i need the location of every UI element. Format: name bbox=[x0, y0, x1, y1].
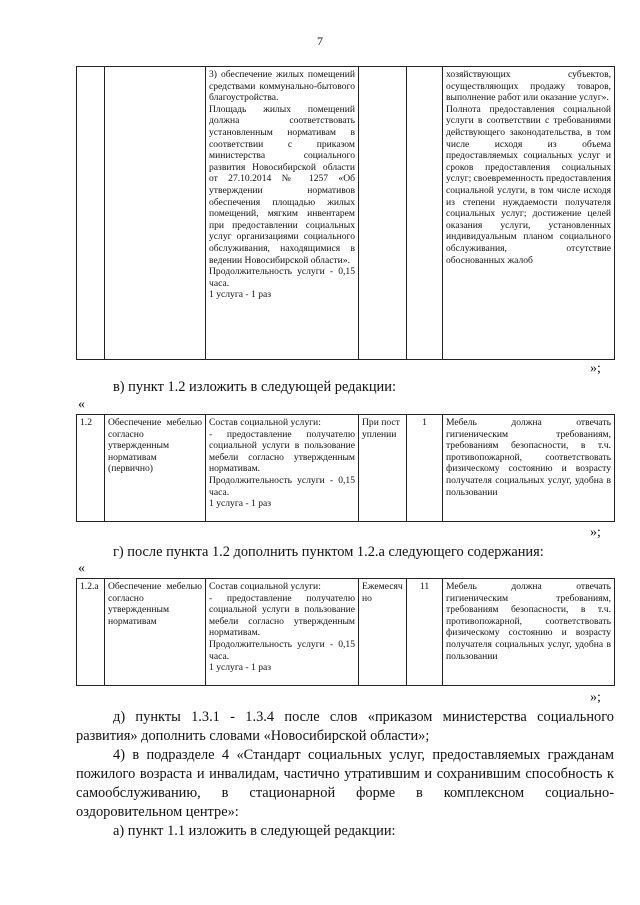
cell-name: Обеспечение мебелью согласно утвержденным нормативам bbox=[105, 579, 206, 686]
cell-name bbox=[105, 67, 206, 360]
cell-num bbox=[77, 67, 105, 360]
cell-count bbox=[407, 67, 443, 360]
cell-num: 1.2.а bbox=[77, 579, 105, 686]
cell-count: 1 bbox=[407, 415, 443, 522]
paragraph-v: в) пункт 1.2 изложить в следующей редакции: bbox=[113, 379, 396, 395]
cell-quality: Мебель должна отвечать гигиеническим требованиям, требованиям безопасности, в т.ч. противопожарной, соответствовать физическому состоянию и возрасту получателя социальных услуг, удобна в пользовании bbox=[443, 415, 615, 522]
table-row bbox=[77, 67, 615, 360]
cell-content: Состав социальной услуги: - предоставление получателю социальной услуги в пользование мебели согласно утвержденным нормативам. Продолжительность услуги - 0,15 часа. 1 услуга - 1 раз bbox=[206, 415, 359, 522]
paragraph-g: г) после пункта 1.2 дополнить пунктом 1.2.а следующего содержания: bbox=[113, 544, 544, 560]
opening-quote: « bbox=[78, 561, 85, 576]
cell-num: 1.2 bbox=[77, 415, 105, 522]
closing-quote: »; bbox=[590, 690, 601, 705]
table-row bbox=[77, 579, 615, 686]
table-row bbox=[77, 415, 615, 522]
cell-period: При поступлении bbox=[359, 415, 407, 522]
cell-quality: Мебель должна отвечать гигиеническим требованиям, требованиям безопасности, в т.ч. противопожарной, соответствовать физическому состоянию и возрасту получателя социальных услуг, удобна в пользовании bbox=[443, 579, 615, 686]
page-number: 7 bbox=[317, 34, 323, 48]
cell-content: Состав социальной услуги: - предоставление получателю социальной услуги в пользование мебели согласно утвержденным нормативам. Продолжительность услуги - 0,15 часа. 1 услуга - 1 раз bbox=[206, 579, 359, 686]
cell-period: Ежемесячно bbox=[359, 579, 407, 686]
cell-count: 11 bbox=[407, 579, 443, 686]
closing-quote: »; bbox=[590, 361, 601, 376]
cell-name: Обеспечение мебелью согласно утвержденным нормативам (первично) bbox=[105, 415, 206, 522]
paragraph-d: д) пункты 1.3.1 - 1.3.4 после слов «приказом министерства социального развития» дополнить словами «Новосибирской области»; bbox=[76, 709, 614, 744]
service-1-2a-table bbox=[76, 578, 615, 686]
paragraph-4: 4) в подразделе 4 «Стандарт социальных услуг, предоставляемых гражданам пожилого возраста и инвалидам, частично утратившим и сохранившим способность к самообслуживанию, в стационарной форме в комплексном социально-оздоровительном центре»: bbox=[76, 747, 614, 820]
cell-period bbox=[359, 67, 407, 360]
cell-quality: хозяйствующих субъектов, осуществляющих продажу товаров, выполнение работ или оказание услуг». Полнота предоставления социальной услуги в соответствии с требованиями действующего законодательства, в том числе исходя из объема предоставляемых социальных услуг и сроков предоставления социальных услуг; своевременность предоставления социальной услуги, в том числе исходя из степени нуждаемости получателя социальных услуг; достижение целей оказания услуги, установленных индивидуальным планом социального обслуживания, отсутствие обоснованных жалоб bbox=[443, 67, 615, 360]
cell-content: 3) обеспечение жилых помещений средствами коммунально-бытового благоустройства. Площадь жилых помещений должна соответствовать установленным нормативам в соответствии с приказом министерства социального развития Новосибирской области от 27.10.2014 № 1257 «Об утверждении нормативов обеспечения площадью жилых помещений, мягким инвентарем при предоставлении социальных услуг организациями социального обслуживания, находящимися в ведении Новосибирской области». Продолжительность услуги - 0,15 часа. 1 услуга - 1 раз bbox=[206, 67, 359, 360]
closing-quote: »; bbox=[590, 525, 601, 540]
opening-quote: « bbox=[78, 397, 85, 412]
service-1-2-table bbox=[76, 414, 615, 522]
services-table-continuation bbox=[76, 66, 615, 360]
paragraph-a: а) пункт 1.1 изложить в следующей редакции: bbox=[113, 823, 396, 839]
